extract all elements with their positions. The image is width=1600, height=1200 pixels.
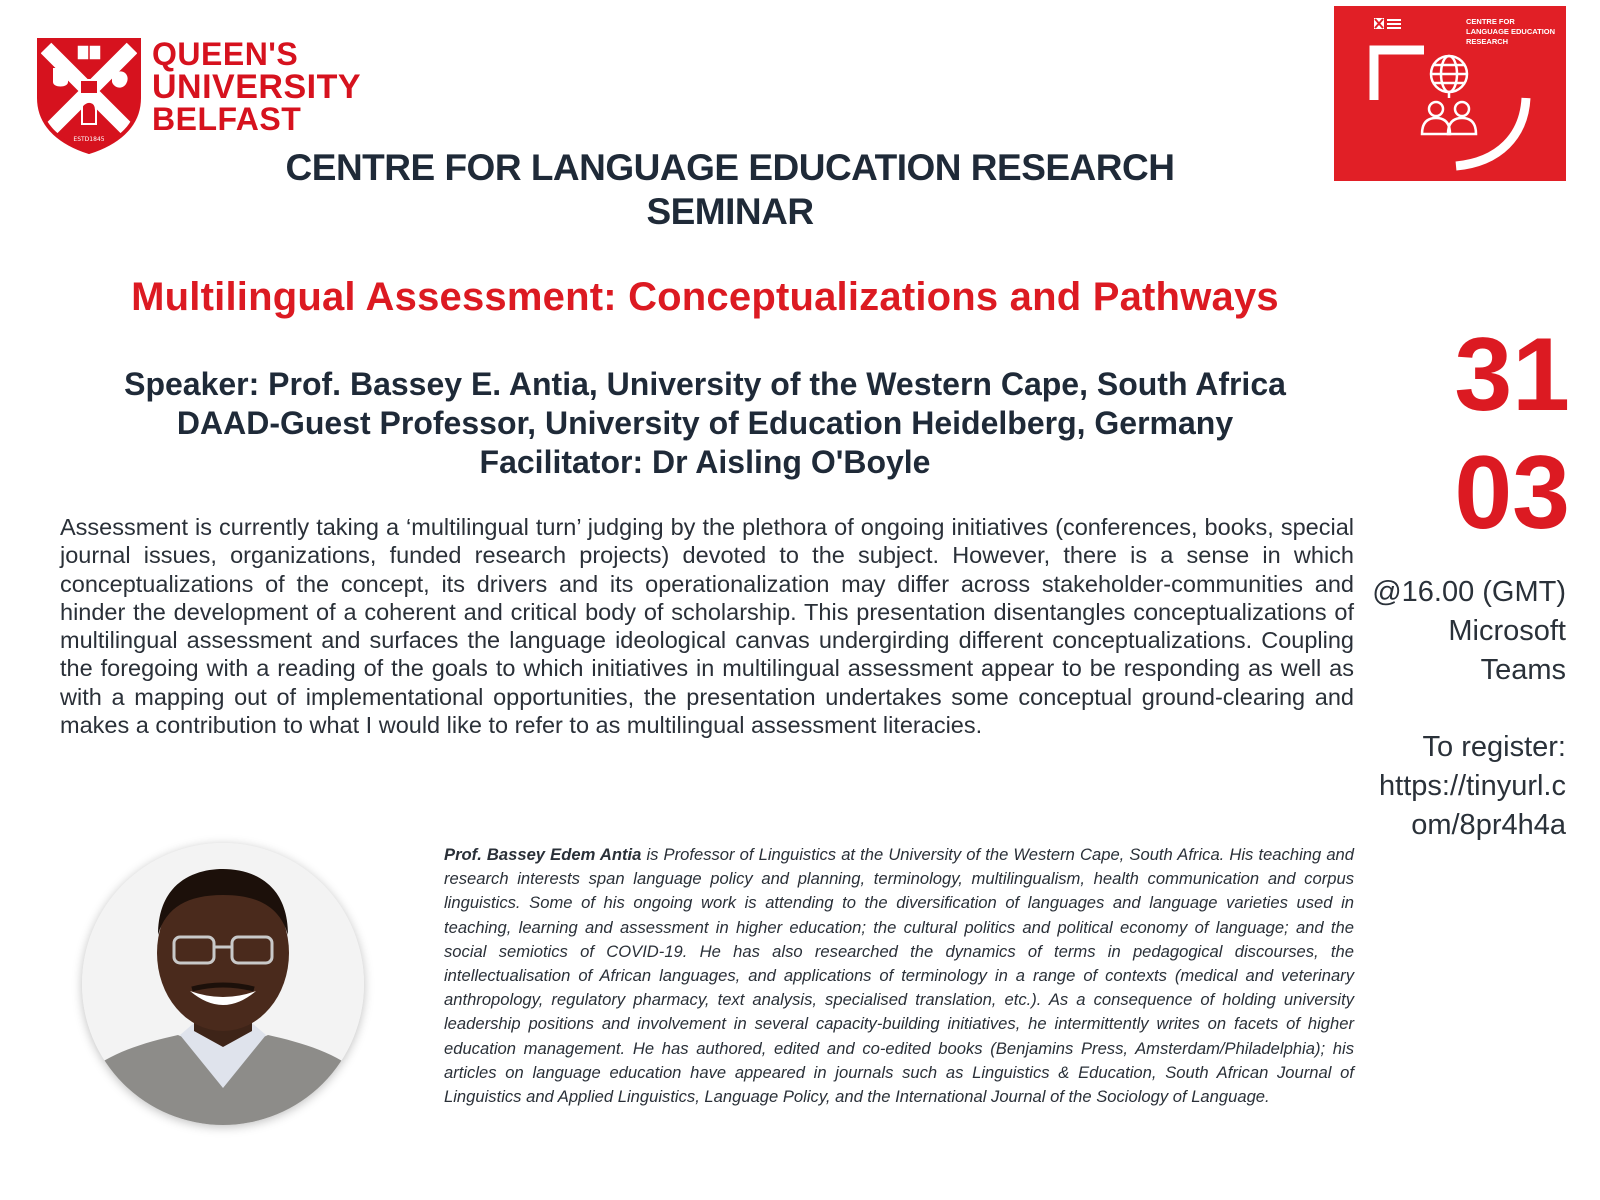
facilitator-line: Facilitator: Dr Aisling O'Boyle [479,444,931,480]
people-icon [1422,102,1476,134]
speaker-photo-icon [82,843,364,1125]
register-link-line1[interactable]: https://tinyurl.c [1379,770,1566,802]
seminar-title-line2: SEMINAR [646,191,814,232]
date-month: 03 [1454,435,1570,551]
globe-icon [1431,56,1467,92]
speaker-line: Speaker: Prof. Bassey E. Antia, University of the Western Cape, South Africa [124,366,1286,402]
abstract-paragraph: Assessment is currently taking a ‘multilingual turn’ judging by the plethora of ongoing initiatives (conferences, books, special journal issues, organizations, funded research projects) devoted to the subject. However, there is a sense in which conceptualizations of the concept, its drivers and its operationalization may differ across stakeholder-communities and hinder the development of a coherent and critical body of scholarship. This presentation disentangles conceptualizations of multilingual assessment and surfaces the language ideological canvas undergirding different conceptualizations. Coupling the foregoing with a reading of the goals to which initiatives in multilingual assessment appear to be responding as well as with a mapping out of implementational opportunities, the presentation undertakes some conceptual ground-clearing and makes a contribution to what I would like to refer to as multilingual assessment literacies. [60,514,1354,739]
seminar-title-line1: CENTRE FOR LANGUAGE EDUCATION RESEARCH [285,147,1175,188]
event-platform-line2: Teams [1480,654,1566,686]
speaker-portrait [82,843,364,1125]
register-link-line2[interactable]: om/8pr4h4a [1411,809,1566,841]
date-day: 31 [1454,317,1570,433]
bio-speaker-name: Prof. Bassey Edem Antia [444,845,642,864]
event-info [1340,573,1566,845]
event-date [1400,316,1570,552]
register-label: To register: [1422,731,1566,763]
svg-text:LANGUAGE EDUCATION: LANGUAGE EDUCATION [1466,27,1556,36]
qub-logo [36,34,366,154]
seminar-title [180,146,1280,234]
talk-title: Multilingual Assessment: Conceptualizations and Pathways [131,275,1279,319]
logo-line-queens: QUEEN'S [152,36,299,72]
svg-text:CENTRE FOR: CENTRE FOR [1466,17,1515,26]
event-platform-line1: Microsoft [1448,615,1566,647]
bio-text: is Professor of Linguistics at the University of the Western Cape, South Africa. His teaching and research interests span language policy and planning, terminology, multilingualism, health communication and corpus linguistics. Some of his ongoing work is attending to the diversification of languages and language varieties used in teaching, learning and assessment in higher education; the cultural politics and political economy of language; and the social semiotics of COVID-19. He has also researched the dynamics of terms in pedagogical discourses, the intellectualisation of African languages, and applications of terminology in a range of contexts (medical and veterinary anthropology, regulatory pharmacy, text analysis, specialised translation, etc.). As a consequence of holding university leadership positions and involvement in several capacity-building initiatives, he intermittently writes on facets of higher education management. He has authored, edited and co-edited books (Benjamins Press, Amsterdam/Philadelphia); his articles on language education have appeared in journals such as Linguistics & Education, South African Journal of Linguistics and Applied Linguistics, Language Policy, and the International Journal of the Sociology of Language. [444,845,1355,1107]
svg-text:ESTD1845: ESTD1845 [73,136,105,143]
speaker-block [40,365,1370,482]
speaker-bio [444,843,1354,1109]
logo-line-university: UNIVERSITY [152,68,362,106]
guest-professor-line: DAAD-Guest Professor, University of Education Heidelberg, Germany [176,405,1234,441]
svg-text:RESEARCH: RESEARCH [1466,37,1509,46]
centre-logo [1334,6,1566,181]
event-time: @16.00 (GMT) [1372,576,1566,608]
university-crest-icon [36,36,142,154]
centre-logo-graphic [1334,6,1566,181]
logo-line-belfast: BELFAST [152,101,302,137]
